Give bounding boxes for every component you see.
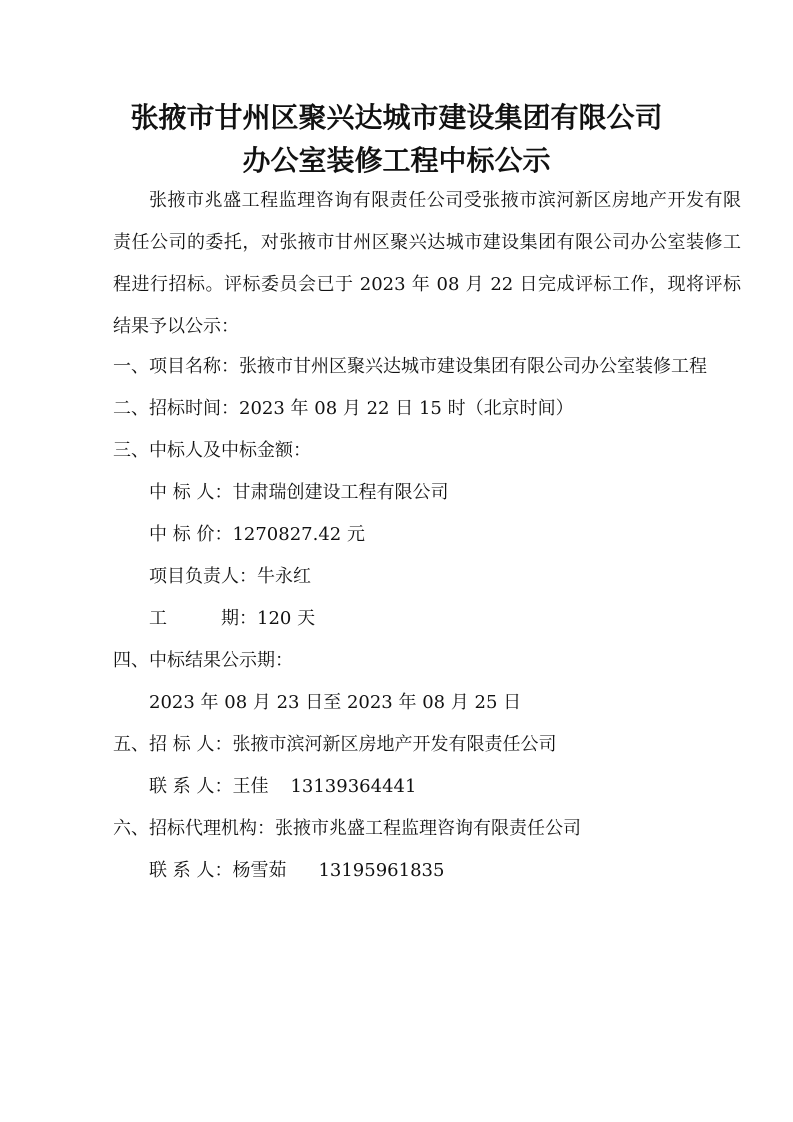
manager-value: 牛永红 — [257, 566, 311, 587]
intro-text: 张掖市兆盛工程监理咨询有限责任公司受张掖市滨河新区房地产开发有限责任公司的委托，对张掖市甘州区聚兴达城市建设集团有限公司办公室装修工程进行招标。评标委员会已于 2023 年 08 月 22 日完成评标工作，现将评标结果予以公示： — [113, 190, 741, 337]
agency-contact-phone: 13195961835 — [318, 860, 445, 881]
period-value: 120 天 — [257, 608, 316, 629]
winner-label: 中 标 人： — [149, 482, 233, 503]
tenderer-value: 张掖市滨河新区房地产开发有限责任公司 — [232, 734, 557, 755]
winner-row — [149, 481, 448, 505]
section-bid-time: 二、招标时间：2023 年 08 月 22 日 15 时（北京时间） — [113, 398, 574, 419]
agency-contact-name: 杨雪茹 — [232, 860, 287, 881]
agency-label: 六、招标代理机构： — [113, 818, 275, 839]
price-row — [149, 523, 365, 547]
period-label-b: 期： — [221, 608, 257, 629]
section-agency — [113, 817, 581, 841]
winner-value: 甘肃瑞创建设工程有限公司 — [232, 482, 449, 503]
tenderer-contact-label: 联 系 人： — [149, 776, 233, 797]
agency-value: 张掖市兆盛工程监理咨询有限责任公司 — [275, 818, 581, 839]
section-tenderer — [113, 733, 556, 757]
price-label: 中 标 价： — [149, 524, 233, 545]
tenderer-label: 五、招 标 人： — [113, 734, 233, 755]
intro-paragraph — [113, 180, 741, 348]
price-value: 1270827.42 元 — [232, 524, 365, 545]
section-publicity-heading: 四、中标结果公示期： — [113, 650, 293, 671]
period-row — [149, 607, 315, 631]
manager-label: 项目负责人： — [149, 566, 257, 587]
section-project-name: 一、项目名称：张掖市甘州区聚兴达城市建设集团有限公司办公室装修工程 — [113, 356, 707, 377]
tenderer-contact-phone: 13139364441 — [290, 776, 417, 797]
period-label-a: 工 — [149, 608, 167, 629]
document-title-line2: 办公室装修工程中标公示 — [242, 144, 551, 177]
agency-contact-label: 联 系 人： — [149, 860, 233, 881]
document-title-line1: 张掖市甘州区聚兴达城市建设集团有限公司 — [130, 101, 663, 134]
agency-contact-row — [149, 859, 444, 883]
tenderer-contact-row — [149, 775, 416, 799]
tenderer-contact-name: 王佳 — [232, 776, 269, 797]
manager-row — [149, 565, 311, 589]
section-winner-heading: 三、中标人及中标金额： — [113, 440, 311, 461]
publicity-period: 2023 年 08 月 23 日至 2023 年 08 月 25 日 — [149, 692, 522, 713]
